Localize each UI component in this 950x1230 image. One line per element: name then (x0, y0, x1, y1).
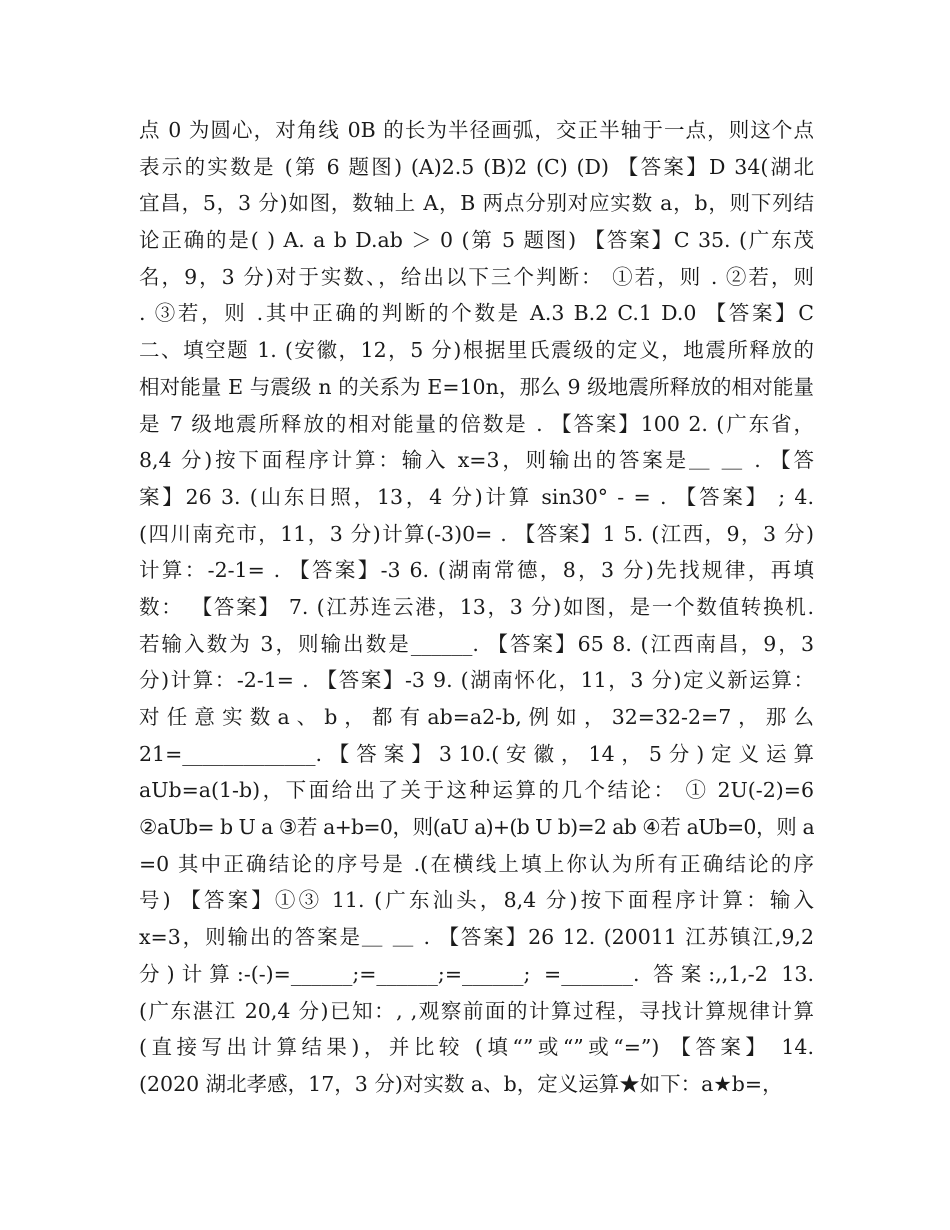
text-line: 分)计算：-2-1= . 【答案】-3 9. (湖南怀化，11，3 分)定义新运算： (139, 668, 814, 693)
text-line: =0 其中正确结论的序号是 .(在横线上填上你认为所有正确结论的序 (139, 851, 814, 876)
text-line: (广东湛江 20,4 分)已知：, ,观察前面的计算过程，寻找计算规律计算 (139, 998, 814, 1023)
text-line: 数： 【答案】 7. (江苏连云港，13，3 分)如图，是一个数值转换机. (139, 594, 814, 619)
text-line: 表示的实数是 (第 6 题图) (A)2.5 (B)2 (C) (D) 【答案】D 34(湖北 (139, 154, 814, 179)
text-line: 点 0 为圆心，对角线 0B 的长为半径画弧，交正半轴于一点，则这个点 (139, 118, 814, 142)
text-line: 号) 【答案】①③ 11. (广东汕头，8,4 分)按下面程序计算：输入 (139, 888, 814, 913)
document-body (139, 112, 814, 1103)
text-line: 对 任 意 实 数 a 、 b ， 都 有 ab=a2-b, 例 如 ， 32=32-2=7 ， 那 么 (139, 705, 814, 729)
text-line: 名，9，3 分)对于实数、，给出以下三个判断： ①若，则 . ②若，则 (139, 264, 814, 289)
text-line: 8,4 分)按下面程序计算：输入 x=3，则输出的答案是＿ ＿ . 【答 (139, 448, 814, 473)
text-line: aUb=a(1-b)，下面给出了关于这种运算的几个结论： ① 2U(-2)=6 (139, 778, 814, 803)
text-line: 分)计算:-(-)=______;=______;=______; =_______. 答案:,,1,-2 13. (139, 961, 814, 986)
text-line: 宜昌，5，3 分)如图，数轴上 A，B 两点分别对应实数 a，b，则下列结 (139, 191, 814, 216)
text-line: 论正确的是( ) A. a b D.ab ＞ 0 (第 5 题图) 【答案】C 35. (广东茂 (139, 228, 814, 253)
text-line: (直接写出计算结果)，并比较 (填“”或“”或“=”) 【答案】 14. (139, 1035, 814, 1060)
text-line: (2020 湖北孝感，17，3 分)对实数 a、b，定义运算★如下：a★b=， (139, 1071, 783, 1096)
text-line: 相对能量 E 与震级 n 的关系为 E=10n，那么 9 级地震所释放的相对能量 (139, 374, 814, 399)
text-line: ②aUb= b U a ③若 a+b=0，则(aU a)+(b U b)=2 ab ④若 aUb=0，则 a (139, 815, 814, 840)
text-line: 计算：-2-1= . 【答案】-3 6. (湖南常德，8，3 分)先找规律，再填 (139, 558, 814, 583)
text-line: (四川南充市，11，3 分)计算(-3)0= . 【答案】1 5. (江西，9，3 分) (139, 521, 814, 546)
text-line: 若输入数为 3，则输出数是______. 【答案】65 8. (江西南昌，9，3 (139, 631, 814, 656)
text-line: x=3，则输出的答案是＿ ＿ . 【答案】26 12. (20011 江苏镇江,9,2 (139, 925, 814, 950)
text-line: 案】26 3. (山东日照，13，4 分)计算 sin30° - = . 【答案】 ; 4. (139, 484, 814, 509)
text-line: . ③若，则 .其中正确的判断的个数是 A.3 B.2 C.1 D.0 【答案】C (139, 301, 814, 326)
text-line: 二、填空题 1. (安徽，12，5 分)根据里氏震级的定义，地震所释放的 (139, 338, 814, 363)
text-line: 21=_____________. 【 答 案 】 3 10.( 安 徽 ， 14 ， 5 分 ) 定 义 运 算 (139, 741, 814, 766)
text-line: 是 7 级地震所释放的相对能量的倍数是 . 【答案】100 2. (广东省， (139, 411, 814, 436)
